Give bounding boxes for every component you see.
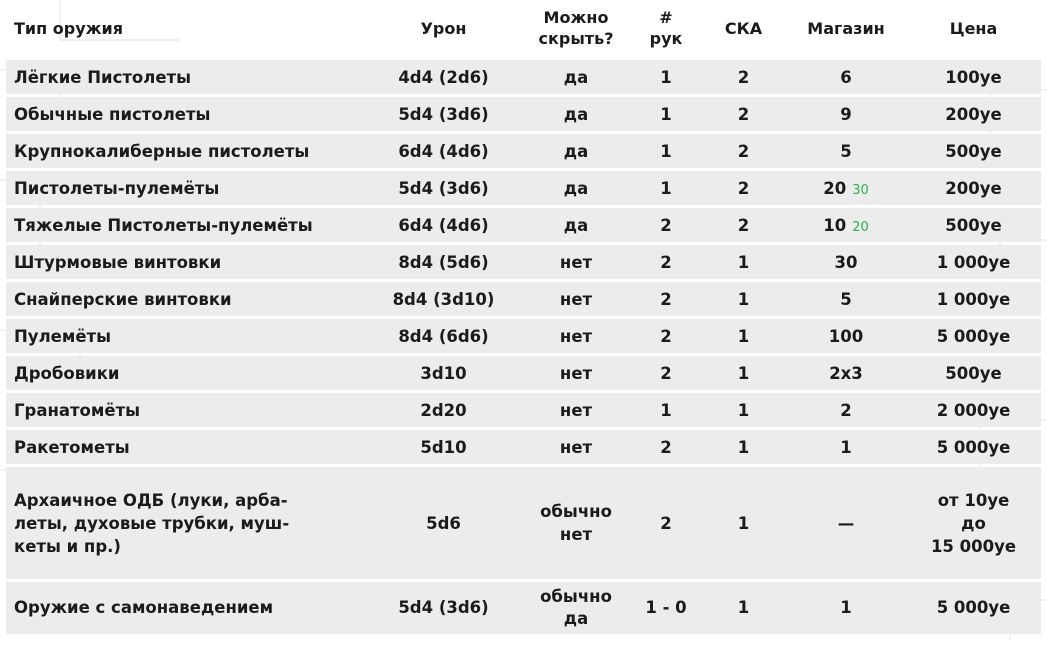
header-damage: Урон (420, 18, 467, 38)
cell-concealable: да (521, 134, 631, 168)
cell-concealable: нет (521, 245, 631, 279)
cell-concealable: нет (521, 319, 631, 353)
cell-type: Обычные пистолеты (6, 97, 366, 131)
cell-price: 5 000уе (906, 319, 1041, 353)
header-magazine: Магазин (807, 18, 885, 38)
cell-type: Дробовики (6, 356, 366, 390)
cell-hands: 1 (631, 171, 701, 205)
cell-ska: 1 (701, 319, 786, 353)
cell-hands: 2 (631, 208, 701, 242)
cell-ska: 1 (701, 245, 786, 279)
header-weapon-type: Тип оружия (14, 18, 124, 38)
cell-ska: 1 (701, 467, 786, 579)
cell-concealable: нет (521, 282, 631, 316)
table-row (6, 282, 1041, 316)
table-row (6, 393, 1041, 427)
cell-damage: 5d4 (3d6) (366, 582, 521, 634)
cell-type: Ракетометы (6, 430, 366, 464)
cell-type: Пулемёты (6, 319, 366, 353)
cell-ska: 2 (701, 171, 786, 205)
cell-magazine: 5 (786, 134, 906, 168)
cell-hands: 1 (631, 393, 701, 427)
cell-concealable: да (521, 97, 631, 131)
cell-price: 1 000уе (906, 282, 1041, 316)
cell-price: 100уе (906, 60, 1041, 94)
cell-damage: 3d10 (366, 356, 521, 390)
header-hands-line1: # (659, 8, 673, 27)
cell-magazine: 2 (786, 393, 906, 427)
cell-magazine: 10 20 (786, 208, 906, 242)
table-row (6, 97, 1041, 131)
cell-magazine: — (786, 467, 906, 579)
cell-damage: 6d4 (4d6) (366, 208, 521, 242)
table-row (6, 245, 1041, 279)
cell-type: Архаичное ОДБ (луки, арба- леты, духовые трубки, муш- кеты и пр.) (6, 467, 366, 579)
cell-ska: 1 (701, 430, 786, 464)
table-row (6, 319, 1041, 353)
cell-magazine: 9 (786, 97, 906, 131)
cell-type: Тяжелые Пистолеты-пулемёты (6, 208, 366, 242)
cell-hands: 2 (631, 319, 701, 353)
cell-type: Лёгкие Пистолеты (6, 60, 366, 94)
cell-type: Оружие с самонаведением (6, 582, 366, 634)
cell-ska: 2 (701, 134, 786, 168)
cell-type: Снайперские винтовки (6, 282, 366, 316)
cell-concealable: нет (521, 356, 631, 390)
table-row (6, 60, 1041, 94)
weapons-table (6, 0, 1041, 637)
table-row (6, 134, 1041, 168)
cell-type: Пистолеты-пулемёты (6, 171, 366, 205)
header-concealable-line1: Можно (543, 8, 609, 27)
cell-ska: 1 (701, 282, 786, 316)
cell-magazine: 1 (786, 430, 906, 464)
cell-concealable: да (521, 171, 631, 205)
cell-hands: 2 (631, 467, 701, 579)
cell-magazine: 2x3 (786, 356, 906, 390)
cell-hands: 1 (631, 60, 701, 94)
header-concealable (521, 3, 631, 57)
header-price: Цена (949, 18, 998, 38)
cell-hands: 2 (631, 430, 701, 464)
cell-concealable: нет (521, 430, 631, 464)
cell-concealable: нет (521, 393, 631, 427)
cell-concealable: да (521, 208, 631, 242)
table-row (6, 356, 1041, 390)
cell-type: Гранатомёты (6, 393, 366, 427)
cell-hands: 2 (631, 356, 701, 390)
table-row (6, 430, 1041, 464)
cell-magazine: 30 (786, 245, 906, 279)
table-header-row (6, 3, 1041, 57)
header-hands-line2: рук (649, 29, 683, 48)
cell-price: 500уе (906, 208, 1041, 242)
cell-ska: 2 (701, 208, 786, 242)
cell-hands: 1 (631, 134, 701, 168)
cell-damage: 8d4 (3d10) (366, 282, 521, 316)
cell-hands: 2 (631, 282, 701, 316)
cell-damage: 5d10 (366, 430, 521, 464)
cell-price: 2 000уе (906, 393, 1041, 427)
cell-price: 1 000уе (906, 245, 1041, 279)
cell-hands: 1 (631, 97, 701, 131)
cell-price: 5 000уе (906, 582, 1041, 634)
cell-price: 5 000уе (906, 430, 1041, 464)
cell-magazine: 1 (786, 582, 906, 634)
cell-price: 500уе (906, 356, 1041, 390)
cell-damage: 5d4 (3d6) (366, 97, 521, 131)
header-ska: СКА (724, 18, 763, 38)
cell-concealable: обычно нет (521, 467, 631, 579)
cell-damage: 4d4 (2d6) (366, 60, 521, 94)
cell-ska: 2 (701, 60, 786, 94)
table-row-archaic (6, 467, 1041, 579)
magazine-alt-value: 20 (852, 219, 869, 235)
cell-magazine: 100 (786, 319, 906, 353)
table-row (6, 171, 1041, 205)
cell-price: от 10уе до 15 000уе (906, 467, 1041, 579)
cell-hands: 1 - 0 (631, 582, 701, 634)
cell-damage: 6d4 (4d6) (366, 134, 521, 168)
cell-type: Штурмовые винтовки (6, 245, 366, 279)
header-concealable-line2: скрыть? (538, 29, 614, 48)
cell-magazine: 6 (786, 60, 906, 94)
cell-damage: 5d6 (366, 467, 521, 579)
cell-price: 200уе (906, 97, 1041, 131)
cell-damage: 2d20 (366, 393, 521, 427)
cell-damage: 8d4 (5d6) (366, 245, 521, 279)
table-row (6, 208, 1041, 242)
cell-concealable: обычно да (521, 582, 631, 634)
cell-magazine: 5 (786, 282, 906, 316)
cell-ska: 2 (701, 97, 786, 131)
cell-ska: 1 (701, 582, 786, 634)
header-hands (631, 3, 701, 57)
cell-ska: 1 (701, 393, 786, 427)
cell-ska: 1 (701, 356, 786, 390)
cell-price: 200уе (906, 171, 1041, 205)
cell-price: 500уе (906, 134, 1041, 168)
cell-concealable: да (521, 60, 631, 94)
cell-type: Крупнокалиберные пистолеты (6, 134, 366, 168)
magazine-alt-value: 30 (852, 182, 869, 198)
table-row-homing (6, 582, 1041, 634)
cell-damage: 5d4 (3d6) (366, 171, 521, 205)
cell-hands: 2 (631, 245, 701, 279)
cell-magazine: 20 30 (786, 171, 906, 205)
cell-damage: 8d4 (6d6) (366, 319, 521, 353)
